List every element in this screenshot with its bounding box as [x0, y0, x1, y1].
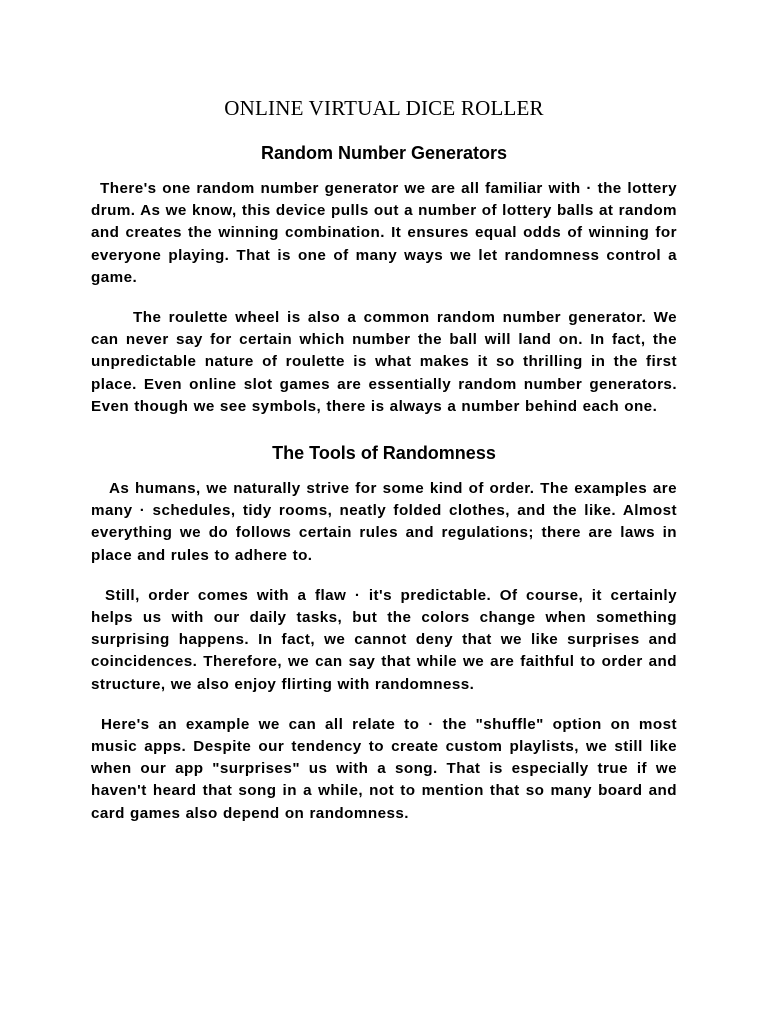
section-heading-random-number-generators: Random Number Generators — [260, 143, 508, 163]
paragraph-lottery-drum: There's one random number generator we are all familiar with · the lottery drum. As we know, this device pulls out a number of lottery balls at random and creates the winning combination. It ensures equal odds of winning for everyone playing. That is one of many ways we let randomness control a game. — [91, 180, 677, 286]
document-title: ONLINE VIRTUAL DICE ROLLER — [224, 96, 544, 120]
section-heading-tools-of-randomness: The Tools of Randomness — [272, 443, 496, 464]
document-page — [91, 94, 677, 843]
paragraph-order: As humans, we naturally strive for some kind of order. The examples are many · schedules, tidy rooms, neatly folded clothes, and the like. Almost everything we do follows certain rules and regulations; there are laws in place and rules to adhere to. — [91, 480, 677, 564]
paragraph-order-flaw: Still, order comes with a flaw · it's predictable. Of course, it certainly helps us with our daily tasks, but the colors change when something surprising happens. In fact, we cannot deny that we like surprises and coincidences. Therefore, we can say that while we are faithful to order and structure, we also enjoy flirting with randomness. — [91, 586, 677, 693]
paragraph-shuffle-example: Here's an example we can all relate to · the "shuffle" option on most music apps. Despite our tendency to create custom playlists, we still like when our app "surprises" us with a song. That is especially true if we haven't heard that song in a while, not to mention that so many board and card games also depend on randomness. — [91, 715, 677, 822]
paragraph-roulette-wheel: The roulette wheel is also a common random number generator. We can never say for certain which number the ball will land on. In fact, the unpredictable nature of roulette is what makes it so thrilling in the first place. Even online slot games are essentially random number generators. Even though we see symbols, there is always a number behind each one. — [91, 309, 677, 415]
